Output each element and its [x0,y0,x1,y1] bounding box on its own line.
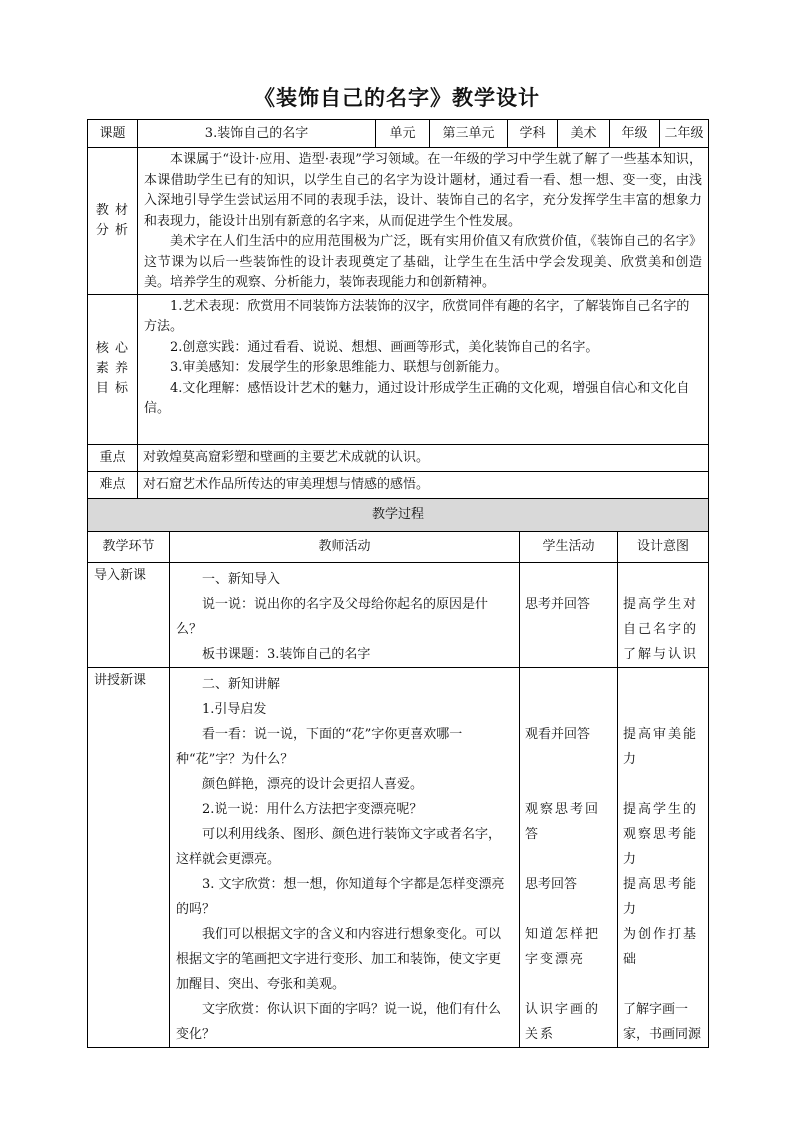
grade-value: 二年级 [660,120,709,148]
lesson-design-intent: 提高审美能力 提高学生的观察思考能力 提高思考能力 为创作打基础 了解字画一家，书画同源 [618,668,709,1048]
analysis-label: 教 材 分 析 [88,148,138,295]
literacy-item: 4.文化理解：感悟设计艺术的魅力，通过设计形成学生正确的文化观，增强自信心和文化自信。 [144,380,690,416]
analysis-paragraph: 美术字在人们生活中的应用范围极为广泛，既有实用价值又有欣赏价值，《装饰自己的名字》这节课为以后一些装饰性的设计表现奠定了基础，让学生在生活中学会发现美、欣赏美和创造美。培养学生的观察、分析能力，装饰表现能力和创新精神。 [144,234,702,290]
key-point-value: 对敦煌莫高窟彩塑和壁画的主要艺术成就的认识。 [138,444,709,471]
document-title: 《装饰自己的名字》教学设计 [254,85,540,110]
header-teacher: 教师活动 [170,532,520,563]
teaching-process-table [87,498,709,1048]
literacy-content [138,294,709,444]
literacy-item: 1.艺术表现：欣赏用不同装饰方法装饰的汉字，欣赏同伴有趣的名字，了解装饰自己名字的方法。 [144,298,690,334]
intro-student-activity: 思考并回答 [520,563,618,668]
literacy-item: 3.审美感知：发展学生的形象思维能力、联想与创新能力。 [170,360,508,375]
lesson-info-table [87,119,709,499]
subject-value: 美术 [558,120,610,148]
lesson-teacher-activity: 二、新知讲解 1.引导启发 看一看：说一说，下面的“花”字你更喜欢哪一种“花”字？为什么？ 颜色鲜艳，漂亮的设计会更招人喜爱。 2.说一说：用什么方法把字变漂亮呢？ 可以利用线条、图形、颜色进行装饰文字或者名字，这样就会更漂亮。 3. 文字欣赏：想一想，你知道每个字都是怎样变漂亮的吗？ 我们可以根据文字的含义和内容进行想象变化。可以根据文字的笔画把文字进行变形、加工和装饰，使文字更加醒目、突出、夸张和美观。 文字欣赏：你认识下面的字吗？说一说，他们有什么变化？ [170,668,520,1048]
stage-lesson: 讲授新课 [88,668,170,1048]
difficulty-label: 难点 [88,471,138,498]
header-intent: 设计意图 [618,532,709,563]
process-section-title: 教学过程 [88,499,709,532]
intro-design-intent: 提高学生对自己名字的了解与认识 [618,563,709,668]
subject-label: 学科 [508,120,558,148]
lesson-student-activity: 观看并回答 观察思考回答 思考回答 知道怎样把字变漂亮 认识字画的关系 [520,668,618,1048]
key-point-label: 重点 [88,444,138,471]
literacy-label: 核 心 素 养 目 标 [88,294,138,444]
header-stage: 教学环节 [88,532,170,563]
unit-label: 单元 [376,120,430,148]
intro-teacher-activity: 一、新知导入 说一说：说出你的名字及父母给你起名的原因是什么？ 板书课题：3.装饰自己的名字 [170,563,520,668]
topic-label: 课题 [88,120,138,148]
difficulty-value: 对石窟艺术作品所传达的审美理想与情感的感悟。 [138,471,709,498]
grade-label: 年级 [610,120,660,148]
topic-value: 3.装饰自己的名字 [138,120,376,148]
analysis-content [138,148,709,295]
header-student: 学生活动 [520,532,618,563]
analysis-paragraph: 本课属于“设计·应用、造型·表现”学习领域。在一年级的学习中学生就了解了一些基本知识，本课借助学生已有的知识，以学生自己的名字为设计题材，通过看一看、想一想、变一变，由浅入深地引导学生尝试运用不同的表现手法，设计、装饰自己的名字，充分发挥学生丰富的想象力和表现力，能设计出别有新意的名字来，从而促进学生个性发展。 [144,152,702,229]
stage-intro: 导入新课 [88,563,170,668]
unit-value: 第三单元 [430,120,508,148]
literacy-item: 2.创意实践：通过看看、说说、想想、画画等形式，美化装饰自己的名字。 [170,339,599,355]
